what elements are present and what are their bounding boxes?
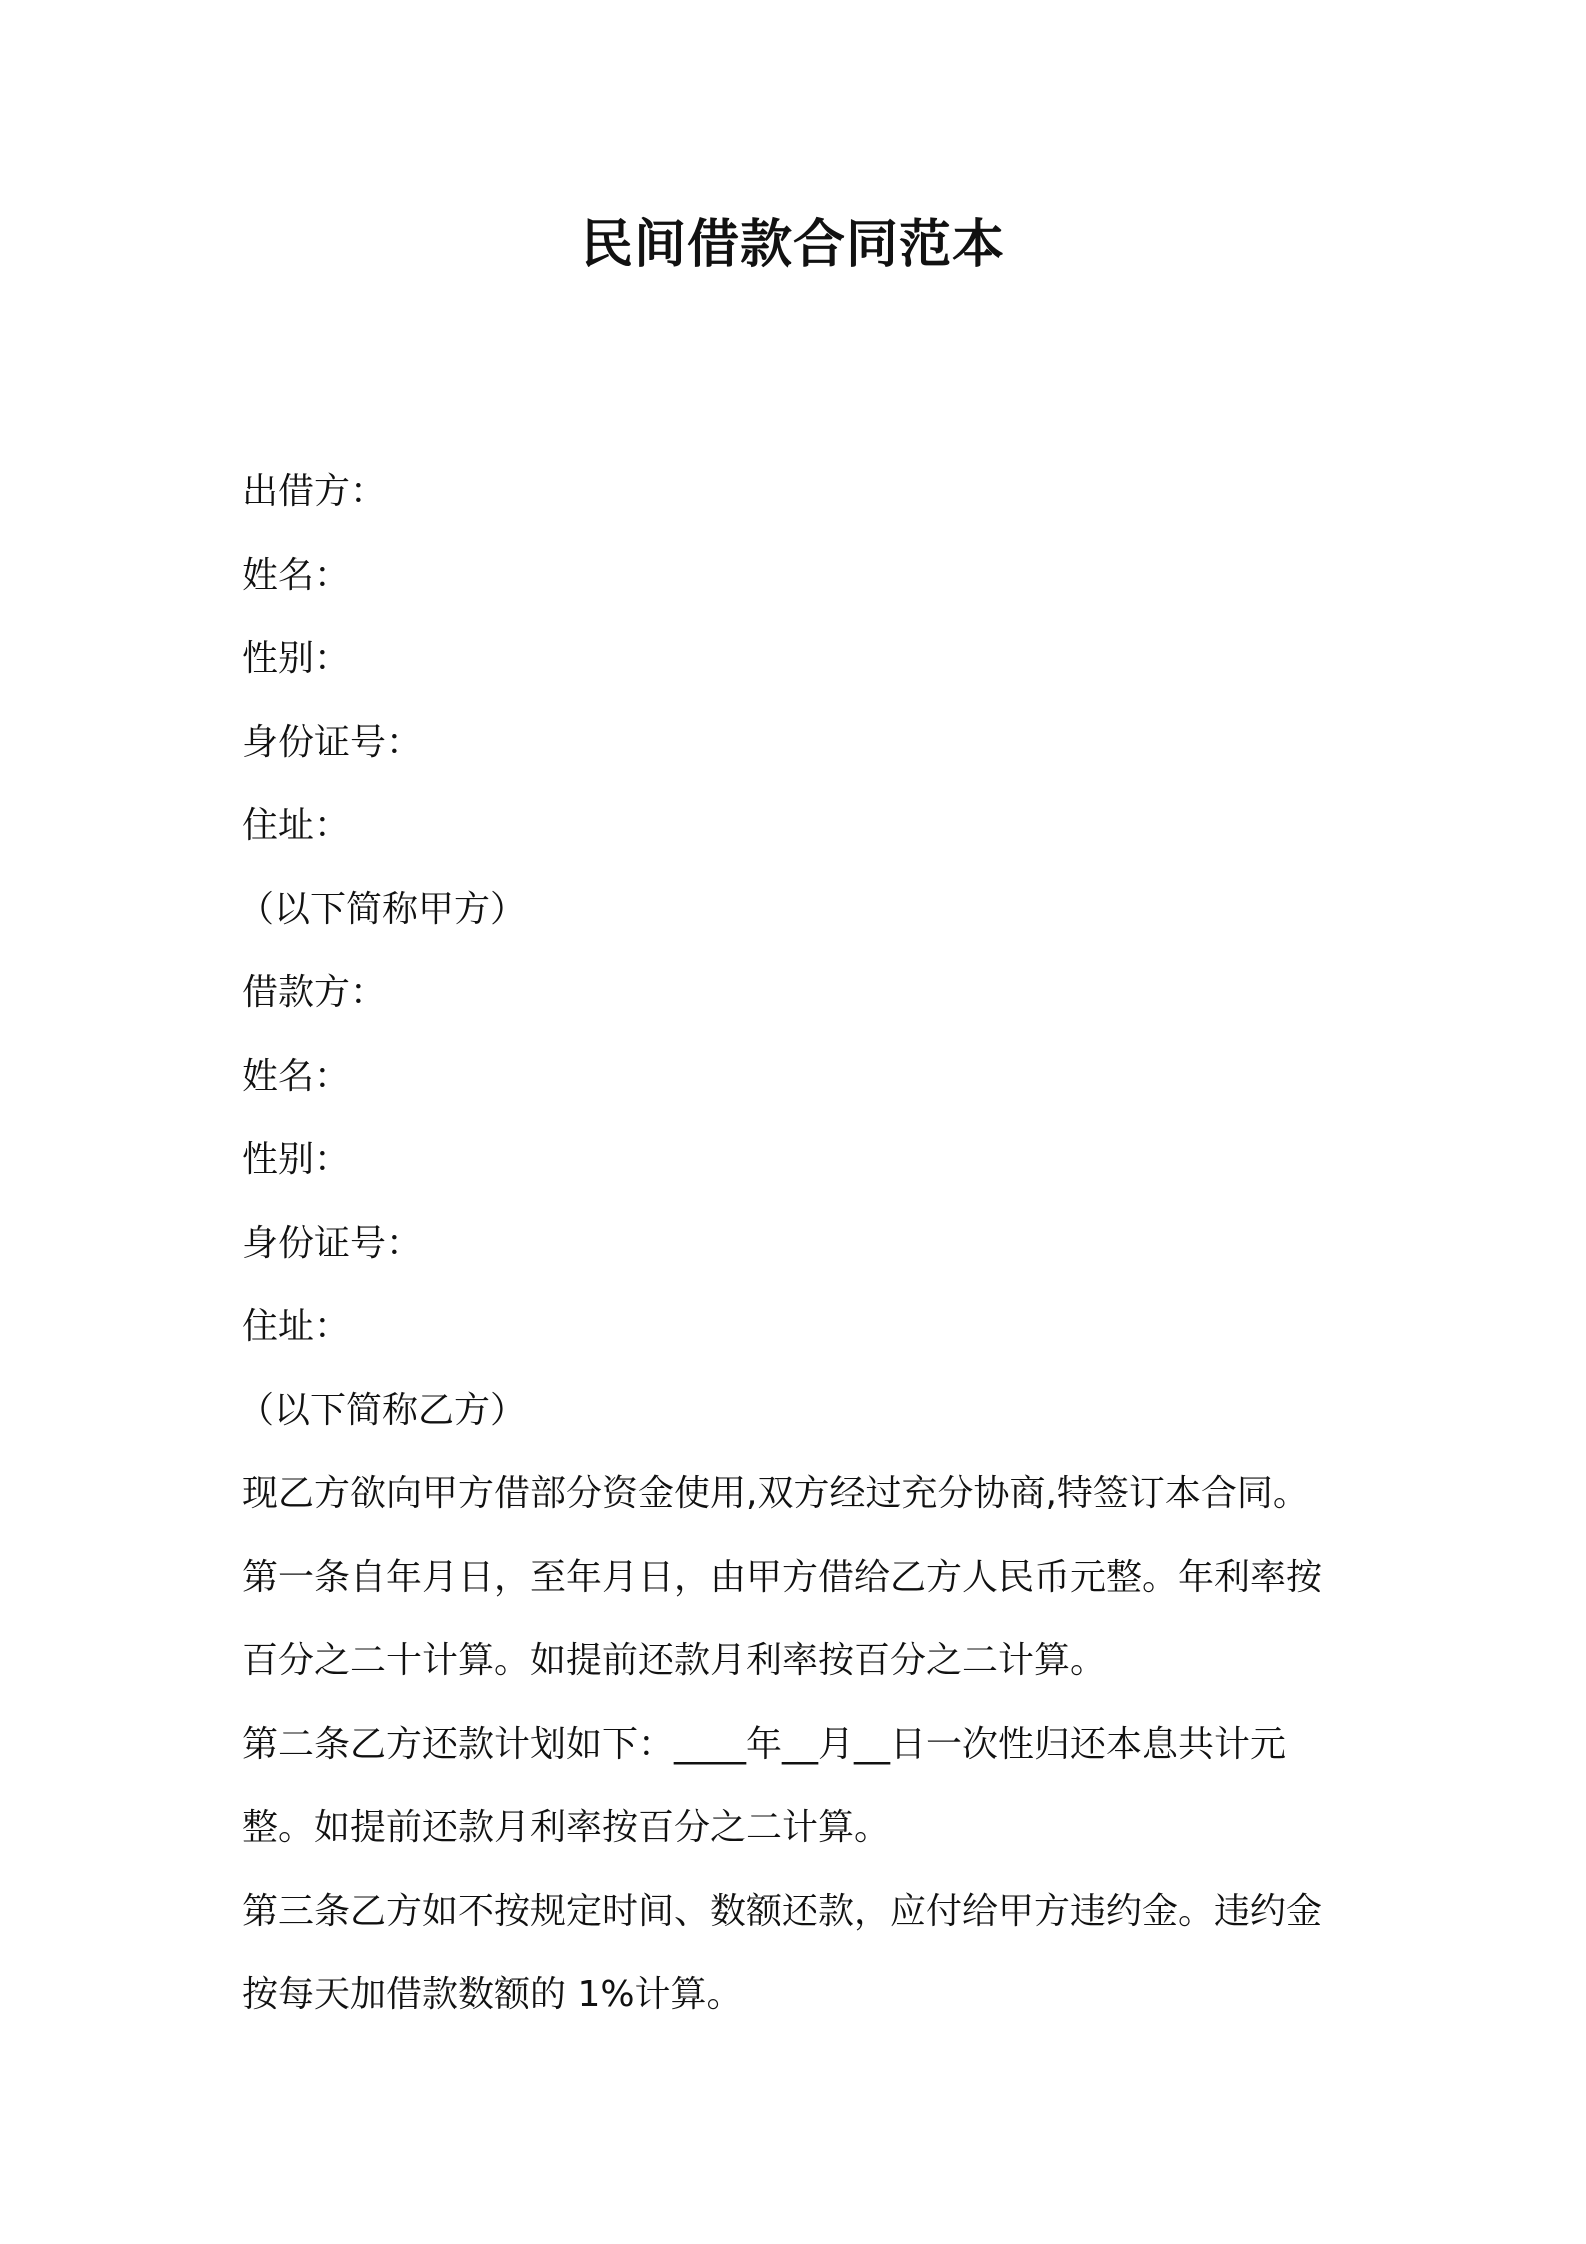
borrower-id-label: 身份证号：: [242, 1222, 423, 1264]
lender-gender-label: 性别：: [242, 638, 351, 679]
clause-2-line-2: 整。如提前还款月利率按百分之二计算。: [242, 1807, 891, 1848]
lender-heading: 出借方：: [242, 471, 387, 512]
borrower-alias: （以下简称乙方）: [238, 1389, 527, 1431]
borrower-name-label: 姓名：: [242, 1055, 351, 1097]
lender-address-label: 住址：: [242, 805, 351, 846]
clause-2-line-1: 第二条乙方还款计划如下：____年__月__日一次性归还本息共计元: [242, 1723, 1287, 1765]
clause-1-line-1: 第一条自年月日，至年月日，由甲方借给乙方人民币元整。年利率按: [242, 1556, 1323, 1598]
lender-id-label: 身份证号：: [242, 721, 423, 763]
clause-3-line-1: 第三条乙方如不按规定时间、数额还款，应付给甲方违约金。违约金: [242, 1890, 1323, 1932]
document-body: [238, 450, 1362, 2037]
preamble-paragraph: 现乙方欲向甲方借部分资金使用,双方经过充分协商,特签订本合同。: [242, 1473, 1309, 1514]
borrower-heading: 借款方：: [242, 972, 387, 1013]
borrower-address-label: 住址：: [242, 1306, 351, 1347]
clause-1-line-2: 百分之二十计算。如提前还款月利率按百分之二计算。: [242, 1640, 1107, 1681]
lender-alias: （以下简称甲方）: [238, 888, 527, 930]
clause-3-line-2: 按每天加借款数额的 1%计算。: [242, 1974, 743, 2015]
borrower-gender-label: 性别：: [242, 1139, 351, 1180]
document-title: 民间借款合同范本: [580, 215, 1005, 275]
lender-name-label: 姓名：: [242, 554, 351, 596]
